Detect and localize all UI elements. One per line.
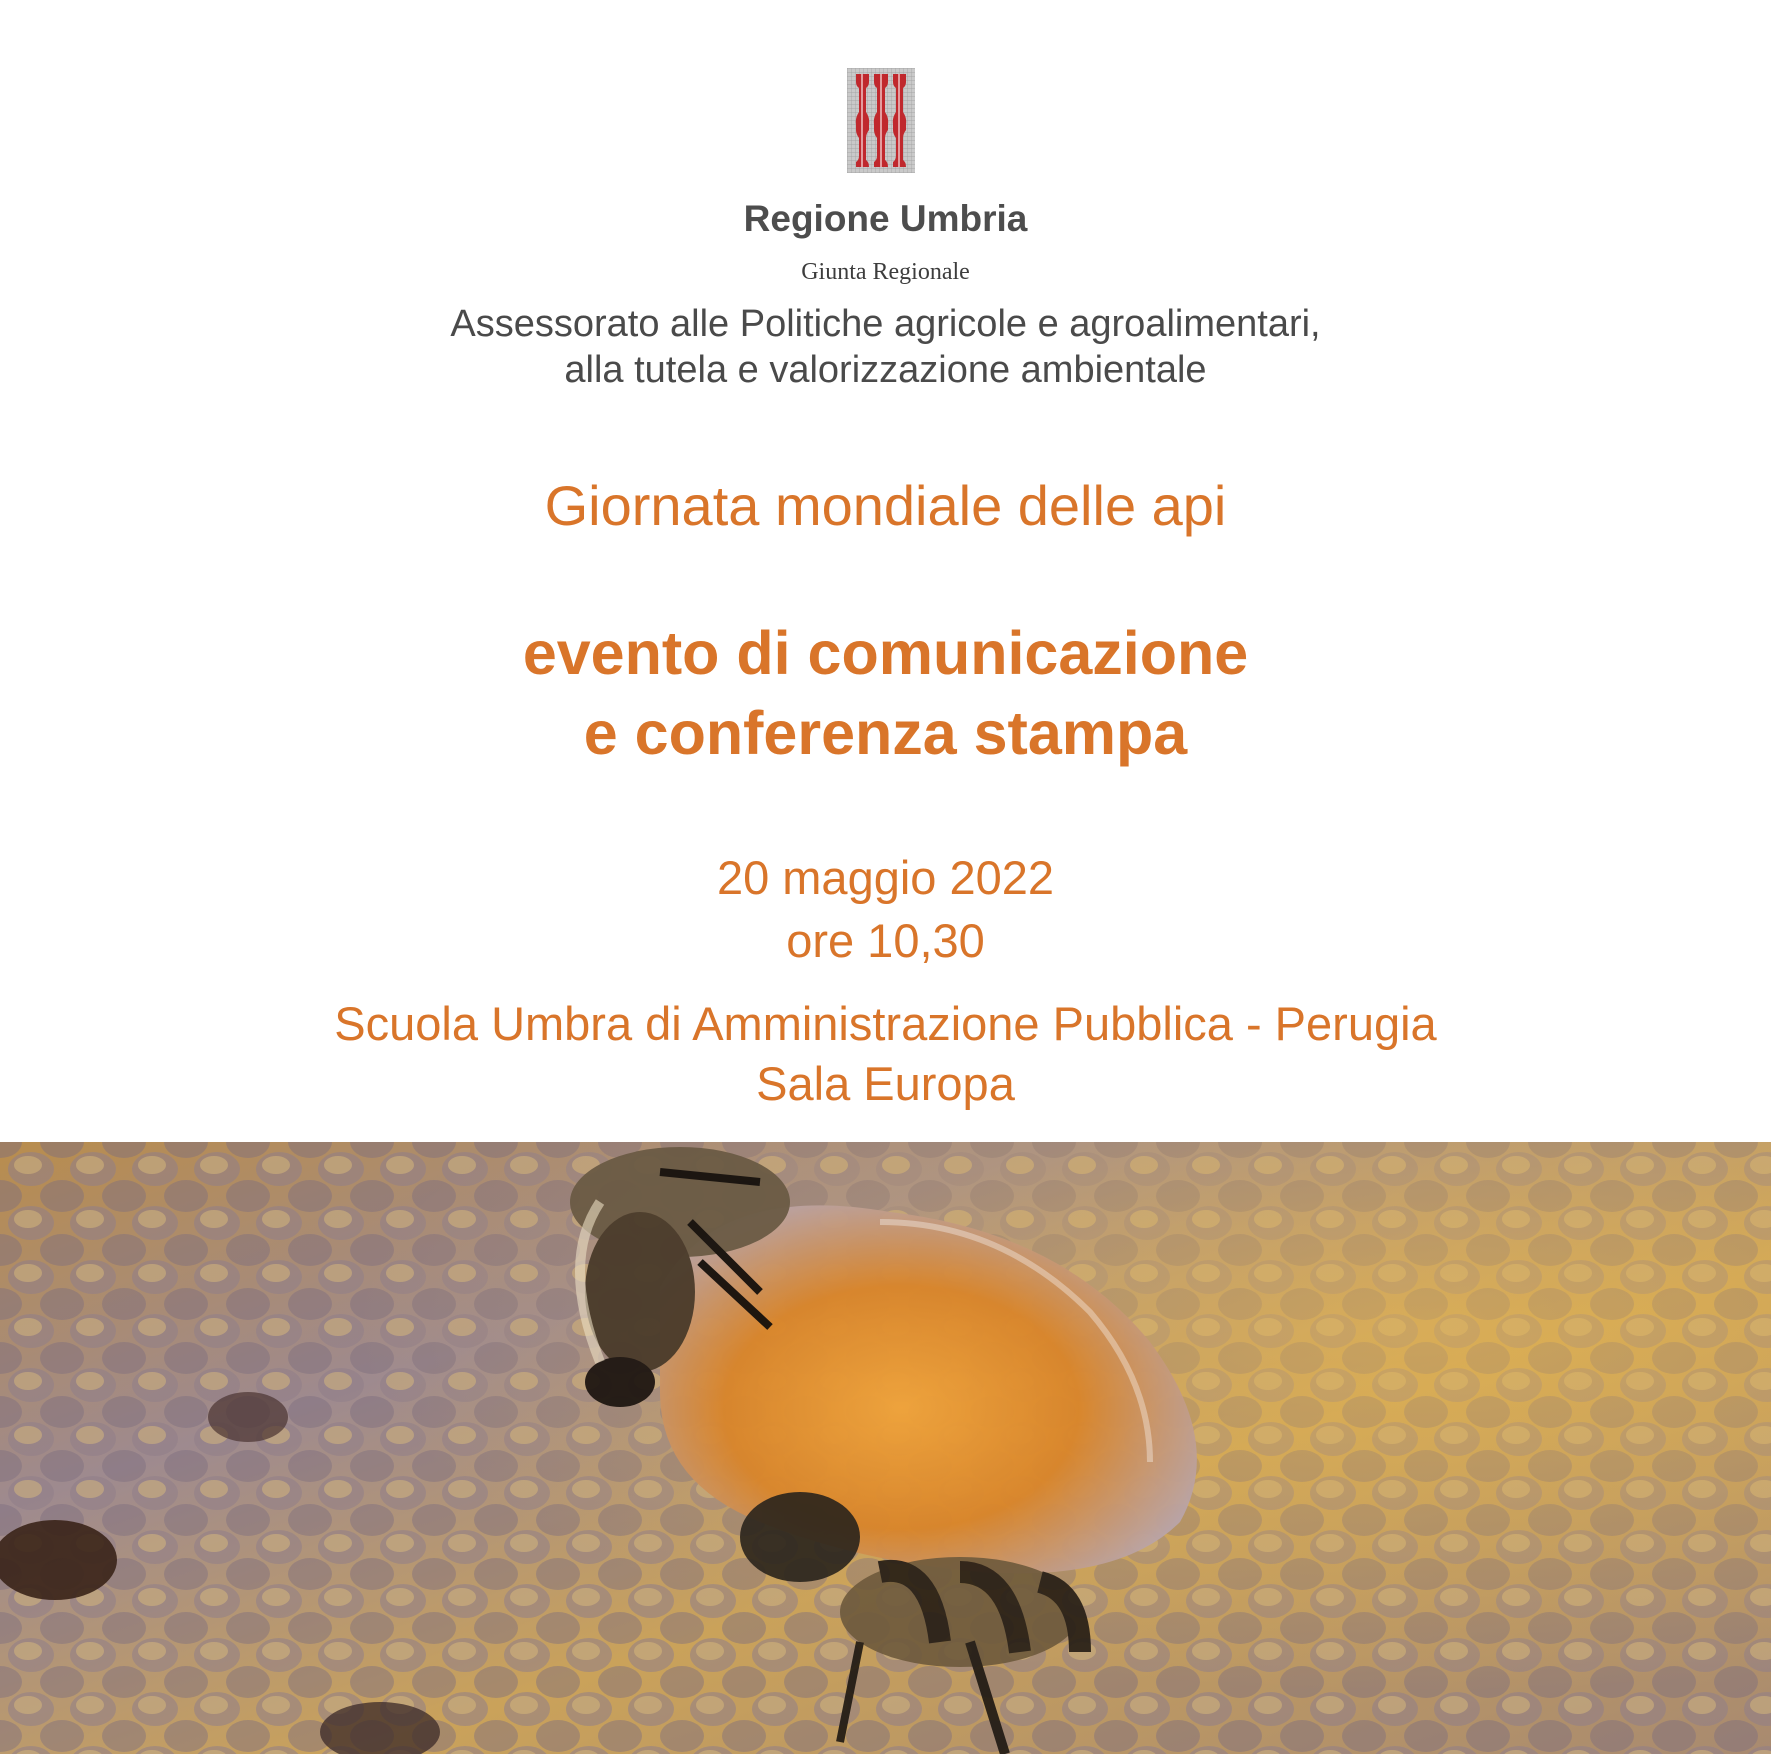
honeycomb-bees-photo	[0, 1142, 1771, 1754]
event-time: ore 10,30	[786, 914, 985, 967]
event-location-line-2: Sala Europa	[756, 1057, 1015, 1110]
event-location-line-1: Scuola Umbra di Amministrazione Pubblica - Perugia	[334, 997, 1437, 1050]
event-type-line-1: evento di comunicazione	[522, 619, 1249, 687]
department-line-1: Assessorato alle Politiche agricole e agroalimentari,	[450, 303, 1321, 345]
event-date: 20 maggio 2022	[716, 851, 1055, 904]
event-title: Giornata mondiale delle api	[544, 474, 1227, 537]
event-type-line-2: e conferenza stampa	[583, 699, 1188, 767]
org-name: Regione Umbria	[743, 198, 1028, 239]
department-line-2: alla tutela e valorizzazione ambientale	[564, 349, 1207, 391]
org-subtitle: Giunta Regionale	[801, 259, 970, 285]
regione-umbria-logo-icon	[847, 68, 915, 173]
